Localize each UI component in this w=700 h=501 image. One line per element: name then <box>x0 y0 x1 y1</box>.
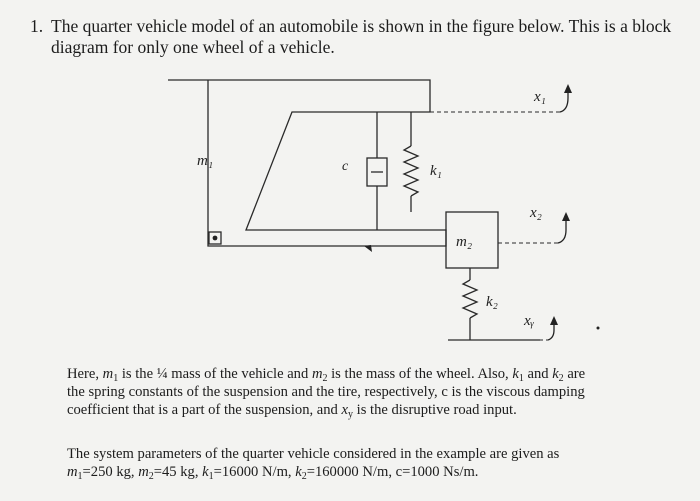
symbol-m: m <box>67 464 78 480</box>
text-run: =45 kg, <box>153 464 203 480</box>
parameters-line-2 <box>67 464 478 482</box>
subscript: 2 <box>301 471 307 482</box>
symbol-x: x <box>341 402 348 418</box>
text-run: coefficient that is a part of the suspension, and <box>67 402 342 418</box>
text-run: is the mass of the wheel. Also, <box>327 366 513 382</box>
pivot-dot <box>213 236 218 241</box>
text-run: =16000 N/m, <box>213 464 296 480</box>
label-k1: k₁ <box>430 163 442 179</box>
label-x1: x₁ <box>534 89 546 105</box>
subscript: 2 <box>322 373 328 384</box>
symbol-k: k <box>552 366 559 382</box>
x2-arrowhead <box>562 212 570 221</box>
label-x2: x₂ <box>530 205 542 221</box>
subscript: 2 <box>148 471 154 482</box>
subscript: 1 <box>77 471 83 482</box>
subscript: y <box>348 409 353 420</box>
label-xy: xᵧ <box>524 313 535 329</box>
text-run: Here, <box>67 366 103 382</box>
description-line-1 <box>67 366 585 384</box>
stray-arrow-mark <box>364 245 372 252</box>
symbol-k: k <box>295 464 302 480</box>
text-run: is the ¼ mass of the vehicle and <box>118 366 312 382</box>
subscript: 1 <box>113 373 119 384</box>
question-text-line-2: diagram for only one wheel of a vehicle. <box>51 37 335 57</box>
text-run: =160000 N/m, c=1000 Ns/m. <box>306 464 479 480</box>
symbol-k: k <box>512 366 519 382</box>
label-m1: m₁ <box>197 153 214 169</box>
label-k2: k₂ <box>486 294 498 310</box>
description-line-3 <box>67 402 517 420</box>
symbol-k: k <box>202 464 209 480</box>
x1-arrowhead <box>564 84 572 93</box>
label-c: c <box>342 159 349 174</box>
symbol-m: m <box>138 464 149 480</box>
spring-k2-coil <box>463 280 477 318</box>
label-m2: m₂ <box>456 234 473 250</box>
parameters-line-1: The system parameters of the quarter vehicle considered in the example are given as <box>67 446 560 462</box>
text-run: =250 kg, <box>82 464 139 480</box>
spring-k1-coil <box>404 146 418 196</box>
symbol-m: m <box>311 366 323 382</box>
text-run: and <box>523 366 553 382</box>
subscript: 1 <box>208 471 214 482</box>
description-line-2: the spring constants of the suspension and the tire, respectively, c is the viscous damping <box>67 384 585 400</box>
stray-dot <box>597 327 600 330</box>
subscript: 2 <box>558 373 564 384</box>
symbol-m: m <box>102 366 114 382</box>
question-number: 1. <box>30 16 44 36</box>
subscript: 1 <box>518 373 524 384</box>
xy-arrowhead <box>550 316 558 325</box>
text-run: is the disruptive road input. <box>353 402 517 418</box>
question-text-line-1: The quarter vehicle model of an automobile is shown in the figure below. This is a block <box>51 16 672 36</box>
text-run: are <box>563 366 586 382</box>
